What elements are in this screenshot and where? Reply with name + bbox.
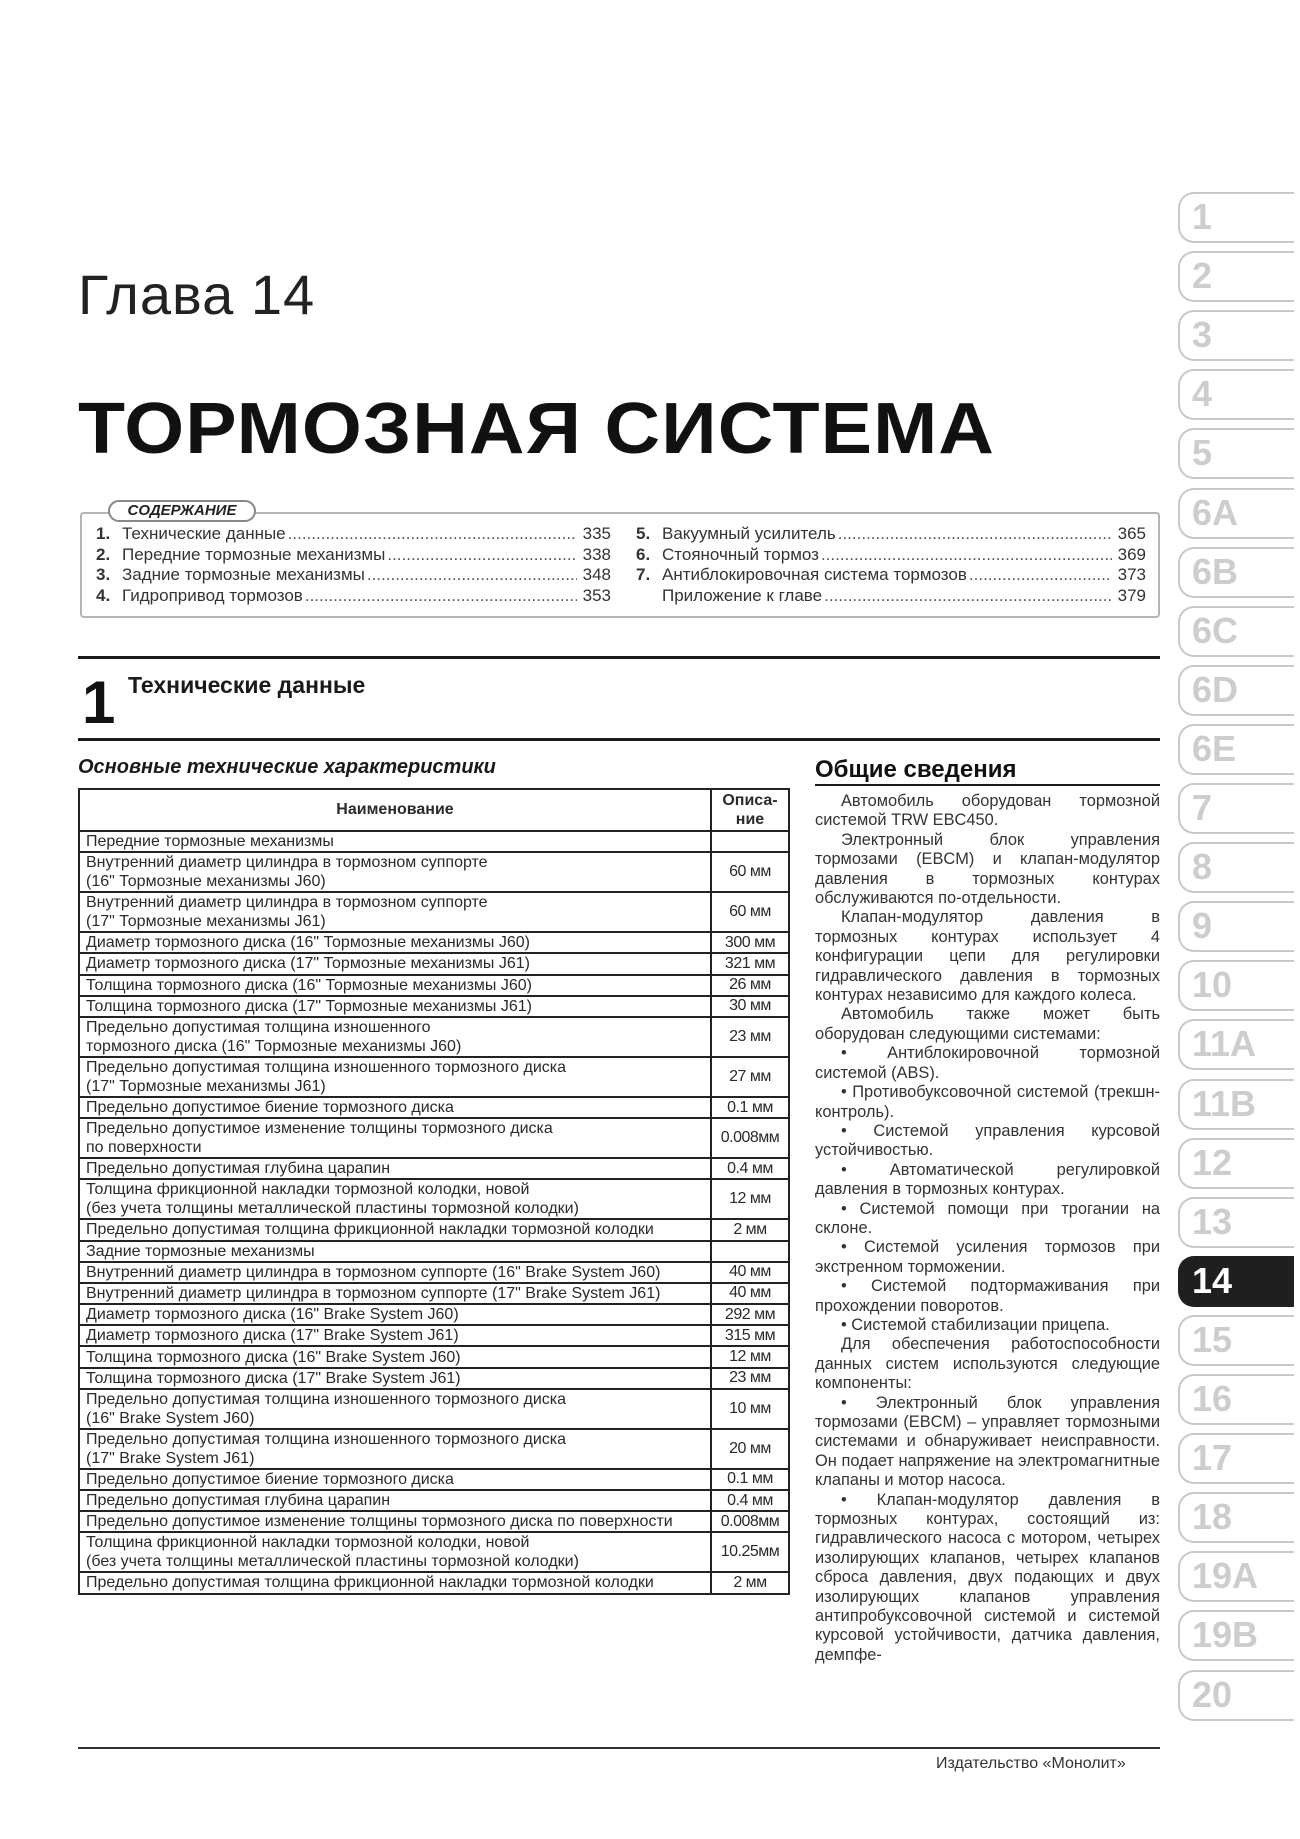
table-row (79, 1179, 789, 1219)
header-value (711, 789, 789, 831)
table-cell-name: Толщина тормозного диска (17" Тормозные механизмы J61) (79, 996, 711, 1017)
table-cell-name: Предельно допустимое биение тормозного диска (79, 1097, 711, 1118)
table-cell-name: Предельно допустимая толщина изношенного тормозного диска (16" Brake System J60) (79, 1389, 711, 1429)
chapter-tab[interactable]: 3 (1178, 310, 1294, 361)
chapter-tab[interactable]: 1 (1178, 192, 1294, 243)
table-cell-value: 40 мм (711, 1262, 789, 1283)
contents-leader-dots (969, 565, 1112, 586)
chapter-tab[interactable]: 6E (1178, 724, 1294, 775)
chapter-tab[interactable]: 5 (1178, 428, 1294, 479)
table-row (79, 1241, 789, 1262)
chapter-tab[interactable]: 6C (1178, 606, 1294, 657)
table-cell-value: 321 мм (711, 953, 789, 974)
table-cell-name: Толщина тормозного диска (17" Brake System J61) (79, 1368, 711, 1389)
contents-item-page: 335 (582, 524, 611, 543)
chapter-tab[interactable]: 2 (1178, 251, 1294, 302)
table-row (79, 1490, 789, 1511)
header-value-text: Описа-ние (722, 792, 778, 828)
chapter-tab[interactable]: 6B (1178, 547, 1294, 598)
contents-item-number (636, 586, 662, 607)
table-cell-name: Предельно допустимое изменение толщины тормозного диска по поверхности (79, 1118, 711, 1158)
chapter-tab[interactable]: 20 (1178, 1670, 1294, 1721)
table-cell-value: 23 мм (711, 1368, 789, 1389)
table-cell-name: Передние тормозные механизмы (79, 831, 711, 852)
contents-item-page: 373 (1117, 565, 1146, 584)
table-row (79, 996, 789, 1017)
table-row (79, 831, 789, 852)
contents-item (96, 524, 611, 545)
general-paragraph: • Системой стабилизации прицепа. (841, 1315, 1110, 1334)
table-cell-name: Внутренний диаметр цилиндра в тормозном суппорте (17" Тормозные механизмы J61) (79, 892, 711, 932)
section-number: 1 (82, 669, 116, 736)
table-cell-value: 10.25мм (711, 1532, 789, 1572)
contents-item-number: 2. (96, 544, 111, 564)
table-cell-value: 20 мм (711, 1429, 789, 1469)
chapter-tab[interactable]: 11B (1178, 1079, 1294, 1130)
general-paragraph: • Автоматической регулировкой давления в тормозных контурах. (815, 1160, 1160, 1199)
contents-leader-dots (824, 586, 1112, 607)
table-row (79, 1346, 789, 1367)
contents-item (636, 565, 1146, 586)
table-cell-name: Предельно допустимая толщина изношенного тормозного диска (17" Brake System J61) (79, 1429, 711, 1469)
table-row (79, 1283, 789, 1304)
table-cell-value: 26 мм (711, 975, 789, 996)
chapter-tab[interactable]: 8 (1178, 842, 1294, 893)
chapter-tab[interactable]: 6D (1178, 665, 1294, 716)
table-row (79, 1511, 789, 1532)
chapter-tab[interactable]: 19B (1178, 1610, 1294, 1661)
chapter-tab[interactable]: 12 (1178, 1138, 1294, 1189)
contents-item-page: 338 (582, 544, 611, 564)
general-paragraph: Автомобиль оборудован тормозной системой TRW EBC450. (815, 792, 1160, 830)
general-paragraph: • Противобуксовочной системой (трекшн-контроль). (815, 1083, 1160, 1121)
chapter-tab[interactable]: 18 (1178, 1492, 1294, 1543)
contents-item-title: Передние тормозные механизмы (122, 544, 386, 564)
table-row (79, 1219, 789, 1240)
table-cell-name: Задние тормозные механизмы (79, 1241, 711, 1262)
general-paragraph: • Клапан-модулятор давления в тормозных контурах, состоящий из: гидравлического насоса с мотором, четырех изолирующих клапанов, четырех клапанов сброса давления, двух подающих и двух изолирующих клапанов управления антипробуксовочной системой и системой курсовой устойчивости, датчика давления, демпфе- (815, 1490, 1160, 1664)
contents-item-number: 1. (96, 524, 111, 543)
contents-leader-dots (387, 545, 577, 566)
table-cell-value (711, 831, 789, 852)
contents-item-page: 348 (582, 565, 611, 584)
table-cell-name: Диаметр тормозного диска (16" Brake System J60) (79, 1304, 711, 1325)
table-row (79, 852, 789, 892)
table-cell-value: 0.008мм (711, 1118, 789, 1158)
footer-publisher: Издательство «Монолит» (936, 1755, 1126, 1772)
table-row (79, 975, 789, 996)
table-cell-name: Толщина фрикционной накладки тормозной колодки, новой (без учета толщины металлической пластины тормозной колодки) (79, 1179, 711, 1219)
table-cell-name: Предельно допустимая толщина фрикционной накладки тормозной колодки (79, 1219, 711, 1240)
table-row (79, 1572, 789, 1593)
table-row (79, 1057, 789, 1097)
contents-item-title: Антиблокировочная система тормозов (662, 565, 967, 584)
table-cell-name: Толщина тормозного диска (16" Brake System J60) (79, 1346, 711, 1367)
table-row (79, 1118, 789, 1158)
contents-item-page: 369 (1117, 544, 1146, 564)
contents-item-title: Гидропривод тормозов (122, 585, 303, 605)
general-paragraph: • Антиблокировочной тормозной системой (ABS). (815, 1044, 1160, 1082)
table-cell-name: Предельно допустимое биение тормозного диска (79, 1469, 711, 1490)
table-cell-name: Диаметр тормозного диска (17" Brake System J61) (79, 1325, 711, 1346)
chapter-tab[interactable]: 19A (1178, 1551, 1294, 1602)
chapter-tab[interactable]: 15 (1178, 1315, 1294, 1366)
general-paragraph: • Системой управления курсовой устойчивостью. (815, 1121, 1160, 1160)
contents-item-title: Задние тормозные механизмы (122, 565, 365, 584)
contents-item (96, 545, 611, 566)
chapter-label: Глава 14 (78, 263, 316, 326)
table-cell-value: 10 мм (711, 1389, 789, 1429)
table-cell-name: Предельно допустимая толщина фрикционной накладки тормозной колодки (79, 1572, 711, 1593)
table-cell-value: 292 мм (711, 1304, 789, 1325)
section-bottom-rule (78, 738, 1160, 741)
table-cell-value: 40 мм (711, 1283, 789, 1304)
section-top-rule (78, 656, 1160, 659)
contents-right-column (636, 524, 1146, 606)
table-cell-name: Предельно допустимая глубина царапин (79, 1490, 711, 1511)
chapter-tab[interactable]: 6A (1178, 488, 1294, 539)
table-cell-value: 27 мм (711, 1057, 789, 1097)
general-paragraph: • Электронный блок управления тормозами (EBCM) – управляет тормозными системами и обнаруживает неисправности. Он подает напряжение на электромагнитные клапаны и мотор насоса. (815, 1393, 1160, 1490)
table-cell-name: Предельно допустимое изменение толщины тормозного диска по поверхности (79, 1511, 711, 1532)
table-row (79, 892, 789, 932)
table-cell-name: Внутренний диаметр цилиндра в тормозном суппорте (16" Brake System J60) (79, 1262, 711, 1283)
contents-item-number: 7. (636, 565, 651, 584)
chapter-tab[interactable]: 11A (1178, 1019, 1294, 1070)
table-cell-name: Внутренний диаметр цилиндра в тормозном суппорте (17" Brake System J61) (79, 1283, 711, 1304)
table-row (79, 953, 789, 974)
table-row (79, 1325, 789, 1346)
general-paragraph: Автомобиль также может быть оборудован следующими системами: (815, 1005, 1160, 1043)
contents-item-title: Вакуумный усилитель (662, 524, 836, 543)
table-cell-value: 60 мм (711, 892, 789, 932)
spec-table (78, 788, 790, 1595)
table-cell-value: 0.1 мм (711, 1469, 789, 1490)
table-cell-name: Диаметр тормозного диска (17" Тормозные механизмы J61) (79, 953, 711, 974)
table-cell-value: 2 мм (711, 1219, 789, 1240)
contents-item (636, 545, 1146, 566)
contents-leader-dots (305, 586, 577, 607)
general-paragraph: Электронный блок управления тормозами (EBCM) и клапан-модулятор давления в тормозных контурах обслуживаются по-отдельности. (815, 830, 1160, 908)
contents-item (96, 565, 611, 586)
chapter-tab[interactable]: 17 (1178, 1433, 1294, 1484)
table-cell-name: Предельно допустимая толщина изношенного тормозного диска (17" Тормозные механизмы J61) (79, 1057, 711, 1097)
table-cell-name: Толщина фрикционной накладки тормозной колодки, новой (без учета толщины металлической пластины тормозной колодки) (79, 1532, 711, 1572)
contents-leader-dots (838, 524, 1112, 545)
table-row (79, 1532, 789, 1572)
general-paragraph: Клапан-модулятор давления в тормозных контурах использует 4 конфигурации цепи для регулировки гидравлического давления в тормозных контурах независимо для каждого колеса. (815, 908, 1160, 1005)
contents-leader-dots (288, 524, 577, 545)
contents-item (636, 524, 1146, 545)
table-row (79, 1429, 789, 1469)
chapter-tab[interactable]: 9 (1178, 901, 1294, 952)
contents-item-number: 5. (636, 524, 651, 543)
general-body (815, 792, 1160, 1665)
table-cell-value: 0.008мм (711, 1511, 789, 1532)
contents-item-title: Приложение к главе (662, 585, 823, 605)
table-cell-value (711, 1241, 789, 1262)
section-title: Технические данные (128, 672, 366, 698)
table-cell-name: Диаметр тормозного диска (16" Тормозные механизмы J60) (79, 932, 711, 953)
table-row (79, 1368, 789, 1389)
chapter-tab[interactable]: 4 (1178, 369, 1294, 420)
contents-item-page: 379 (1117, 585, 1146, 605)
header-name: Наименование (79, 789, 711, 831)
table-row (79, 1262, 789, 1283)
table-row (79, 1304, 789, 1325)
table-cell-value: 60 мм (711, 852, 789, 892)
table-cell-name: Толщина тормозного диска (16" Тормозные механизмы J60) (79, 975, 711, 996)
table-cell-value: 30 мм (711, 996, 789, 1017)
general-paragraph: • Системой усиления тормозов при экстренном торможении. (815, 1238, 1160, 1276)
general-paragraph: • Системой подтормаживания при прохождении поворотов. (815, 1277, 1160, 1315)
table-cell-value: 300 мм (711, 932, 789, 953)
table-cell-name: Предельно допустимая глубина царапин (79, 1158, 711, 1179)
chapter-tab[interactable]: 13 (1178, 1197, 1294, 1248)
table-row (79, 932, 789, 953)
table-row (79, 1469, 789, 1490)
contents-leader-dots (367, 565, 577, 586)
table-cell-value: 12 мм (711, 1346, 789, 1367)
chapter-tab[interactable]: 16 (1178, 1374, 1294, 1425)
table-row (79, 1158, 789, 1179)
footer-rule (78, 1747, 1160, 1749)
contents-item (636, 586, 1146, 607)
contents-leader-dots (821, 545, 1112, 566)
chapter-tab[interactable]: 10 (1178, 960, 1294, 1011)
table-cell-name: Предельно допустимая толщина изношенного тормозного диска (16" Тормозные механизмы J60) (79, 1017, 711, 1057)
table-cell-value: 0.4 мм (711, 1158, 789, 1179)
contents-item-title: Технические данные (122, 524, 286, 543)
table-cell-value: 12 мм (711, 1179, 789, 1219)
contents-item-title: Стояночный тормоз (662, 544, 819, 564)
chapter-tab[interactable]: 7 (1178, 783, 1294, 834)
contents-item-number: 6. (636, 544, 651, 564)
table-cell-value: 0.1 мм (711, 1097, 789, 1118)
table-cell-value: 0.4 мм (711, 1490, 789, 1511)
table-cell-value: 315 мм (711, 1325, 789, 1346)
contents-item (96, 586, 611, 607)
table-row (79, 1017, 789, 1057)
table-row (79, 1389, 789, 1429)
contents-left-column (96, 524, 611, 606)
contents-heading: СОДЕРЖАНИЕ (108, 500, 256, 522)
chapter-title: ТОРМОЗНАЯ СИСТЕМА (78, 389, 996, 469)
table-cell-value: 23 мм (711, 1017, 789, 1057)
chapter-tab[interactable]: 14 (1178, 1256, 1294, 1307)
general-paragraph: Для обеспечения работоспособности данных систем используются следующие компоненты: (815, 1335, 1160, 1393)
general-title-rule (815, 784, 1160, 786)
general-title: Общие сведения (815, 756, 1017, 783)
contents-item-page: 353 (582, 585, 611, 605)
table-row (79, 1097, 789, 1118)
contents-item-number: 4. (96, 585, 111, 605)
table-cell-name: Внутренний диаметр цилиндра в тормозном суппорте (16" Тормозные механизмы J60) (79, 852, 711, 892)
general-paragraph: • Системой помощи при трогании на склоне. (815, 1199, 1160, 1237)
table-cell-value: 2 мм (711, 1572, 789, 1593)
contents-item-number: 3. (96, 565, 111, 584)
table-caption: Основные технические характеристики (78, 756, 496, 778)
contents-item-page: 365 (1117, 524, 1146, 543)
